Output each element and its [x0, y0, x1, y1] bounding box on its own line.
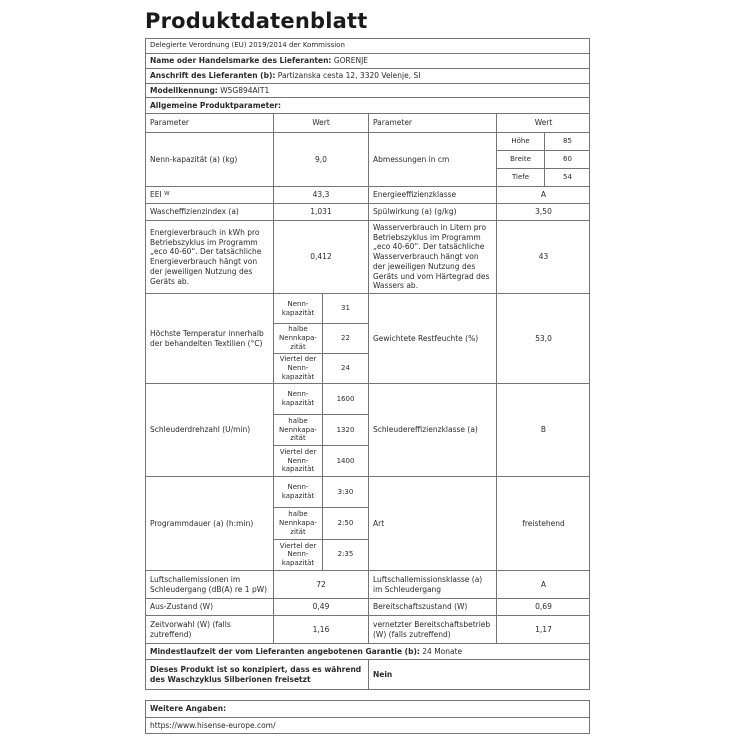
wash-index-value: 1,031 [273, 204, 368, 220]
spin-speed-row [146, 383, 589, 476]
header-parameter-1: Parameter [150, 118, 190, 128]
water-consumption-value: 43 [496, 221, 589, 293]
temperature-sub-name: halbe Nennkapa-zität [279, 325, 317, 351]
spin-speed-label: Schleuderdrehzahl (U/min) [150, 425, 251, 435]
capacity-label: Nenn-kapazität (a) (kg) [150, 154, 238, 164]
rinse-label: Spülwirkung (a) (g/kg) [368, 204, 496, 220]
header-wert-1: Wert [273, 114, 368, 132]
energy-class-label: Energieeffizienzklasse [368, 187, 496, 203]
address-label: Anschrift des Lieferanten (b): [150, 71, 276, 81]
duration-sub-value: 3:30 [322, 477, 368, 507]
temperature-sub-value: 22 [322, 324, 368, 353]
product-datasheet [145, 9, 590, 734]
spin-speed-sub-value: 1320 [322, 415, 368, 445]
dimensions-subtable [496, 133, 589, 186]
moisture-value: 53,0 [496, 294, 589, 383]
duration-subtable [273, 477, 368, 570]
duration-sub-row [274, 477, 368, 507]
eei-row [146, 186, 589, 203]
dimensions-label: Abmessungen in cm [368, 133, 496, 186]
address-row [146, 68, 589, 83]
noise-class-label: Luftschallemissionsklasse (a) im Schleudergang [368, 571, 496, 598]
noise-class-value: A [496, 571, 589, 598]
dimension-row [497, 150, 589, 168]
regulation-text: Delegierte Verordnung (EU) 2019/2014 der Kommission [150, 41, 345, 50]
silver-ions-value: Nein [368, 660, 589, 689]
spin-speed-sub-value: 1600 [322, 384, 368, 414]
duration-sub-value: 2:50 [322, 508, 368, 538]
temperature-label: Höchste Temperatur innerhalb der behandelten Textilien (°C) [150, 328, 264, 348]
temperature-sub-row [274, 353, 368, 383]
general-parameters-heading: Allgemeine Produktparameter: [150, 100, 282, 110]
temperature-sub-name: Nenn-kapazität [281, 299, 315, 317]
off-mode-row [146, 598, 589, 615]
temperature-subtable [273, 294, 368, 383]
more-info-url-row [146, 717, 589, 733]
spin-speed-sub-row [274, 445, 368, 476]
water-consumption-label: Wasserverbrauch in Litern pro Betriebszyklus im Programm „eco 40-60“. Der tatsächliche Wasserverbrauch hängt von der jeweiligen Nutzung des Geräts und vom Härtegrad des Wassers ab. [368, 221, 496, 293]
noise-row [146, 570, 589, 598]
temperature-sub-value: 31 [322, 294, 368, 323]
duration-sub-row [274, 539, 368, 570]
eei-value: 43,3 [273, 187, 368, 203]
delay-start-label: Zeitvorwahl (W) (falls zutreffend) [150, 619, 231, 639]
supplier-value: GORENJE [333, 56, 369, 66]
model-cell [146, 84, 589, 97]
supplier-cell [146, 54, 589, 68]
model-row [146, 83, 589, 97]
networked-standby-value: 1,17 [496, 616, 589, 643]
warranty-label: Mindestlaufzeit der vom Lieferanten angebotenen Garantie (b): [150, 646, 420, 656]
header-parameter-2: Parameter [368, 114, 496, 132]
energy-class-value: A [496, 187, 589, 203]
delay-start-value: 1,16 [273, 616, 368, 643]
regulation-row [146, 39, 589, 53]
more-info-table [145, 700, 590, 734]
energy-water-row [146, 220, 589, 293]
more-info-heading: Weitere Angaben: [150, 704, 227, 714]
header-row [146, 114, 589, 132]
eei-subscript: W [164, 191, 170, 198]
duration-sub-name: halbe Nennkapa-zität [279, 510, 317, 536]
spin-speed-sub-row [274, 384, 368, 414]
dimension-row [497, 133, 589, 150]
address-value: Partizanska cesta 12, 3320 Velenje, SI [277, 71, 421, 81]
dimension-row [497, 168, 589, 186]
header-wert-2: Wert [496, 114, 589, 132]
parameters-table [145, 114, 590, 690]
networked-standby-label: vernetzter Bereitschaftsbetrieb (W) (falls zutreffend) [368, 616, 496, 643]
spin-class-label: Schleudereffizienzklasse (a) [368, 384, 496, 476]
spin-speed-sub-value: 1400 [322, 446, 368, 476]
dimension-name: Breite [510, 155, 531, 164]
spin-speed-sub-row [274, 414, 368, 445]
off-mode-value: 0,49 [273, 599, 368, 615]
noise-label: Luftschallemissionen im Schleudergang (dB(A) re 1 pW) [150, 574, 268, 594]
duration-label: Programmdauer (a) (h:min) [150, 518, 254, 528]
warranty-cell [146, 644, 589, 659]
temperature-sub-row [274, 294, 368, 323]
rinse-value: 3,50 [496, 204, 589, 220]
more-info-url[interactable]: https://www.hisense-europe.com/ [150, 720, 276, 730]
duration-sub-row [274, 507, 368, 538]
dimension-value: 54 [544, 169, 589, 186]
wash-index-row [146, 203, 589, 220]
duration-sub-value: 2:35 [322, 540, 368, 570]
dimension-value: 60 [544, 151, 589, 168]
silver-ions-label: Dieses Produkt ist so konzipiert, dass es während des Waschzyklus Silberionen freisetzt [150, 664, 362, 684]
delay-start-row [146, 615, 589, 643]
silver-ions-row [146, 659, 589, 689]
model-label: Modellkennung: [150, 85, 218, 95]
type-label: Art [368, 477, 496, 570]
table-spacer [145, 690, 590, 700]
temperature-sub-value: 24 [322, 354, 368, 383]
supplier-row [146, 53, 589, 68]
warranty-value: 24 Monate [422, 646, 463, 656]
more-info-heading-row [146, 701, 589, 717]
spin-class-value: B [496, 384, 589, 476]
duration-row [146, 476, 589, 570]
warranty-row [146, 643, 589, 659]
spin-speed-sub-name: Nenn-kapazität [281, 390, 315, 407]
supplier-info-table [145, 38, 590, 114]
temperature-sub-name: Viertel der Nenn-kapazität [279, 355, 317, 381]
dimension-value: 85 [544, 133, 589, 150]
moisture-label: Gewichtete Restfeuchte (%) [368, 294, 496, 383]
dimension-name: Höhe [511, 137, 530, 146]
off-mode-label: Aus-Zustand (W) [150, 602, 213, 612]
dimension-name: Tiefe [511, 173, 530, 182]
capacity-value: 9,0 [273, 133, 368, 186]
energy-consumption-label: Energieverbrauch in kWh pro Betriebszyklus im Programm „eco 40-60“. Der tatsächliche Energieverbrauch hängt von der jeweiligen Nutzung des Geräts ab. [150, 227, 262, 286]
standby-label: Bereitschaftszustand (W) [368, 599, 496, 615]
noise-value: 72 [273, 571, 368, 598]
general-parameters-row [146, 97, 589, 113]
eei-label: EEI W [150, 190, 170, 200]
capacity-dimensions-row [146, 132, 589, 186]
address-cell [146, 69, 589, 83]
duration-sub-name: Viertel der Nenn-kapazität [279, 541, 317, 568]
page-title: Produktdatenblatt [145, 9, 368, 33]
spin-speed-sub-name: halbe Nennkapa-zität [279, 416, 317, 443]
model-value: W5G894AIT1 [220, 85, 270, 95]
temperature-row [146, 293, 589, 383]
wash-index-label: Wascheffizienzindex (a) [150, 207, 239, 217]
type-value: freistehend [496, 477, 589, 570]
energy-consumption-value: 0,412 [273, 221, 368, 293]
duration-sub-name: Nenn-kapazität [281, 483, 315, 501]
standby-value: 0,69 [496, 599, 589, 615]
temperature-sub-row [274, 323, 368, 353]
supplier-label: Name oder Handelsmarke des Lieferanten: [150, 56, 332, 66]
spin-speed-sub-name: Viertel der Nenn-kapazität [279, 447, 317, 474]
spin-speed-subtable [273, 384, 368, 476]
